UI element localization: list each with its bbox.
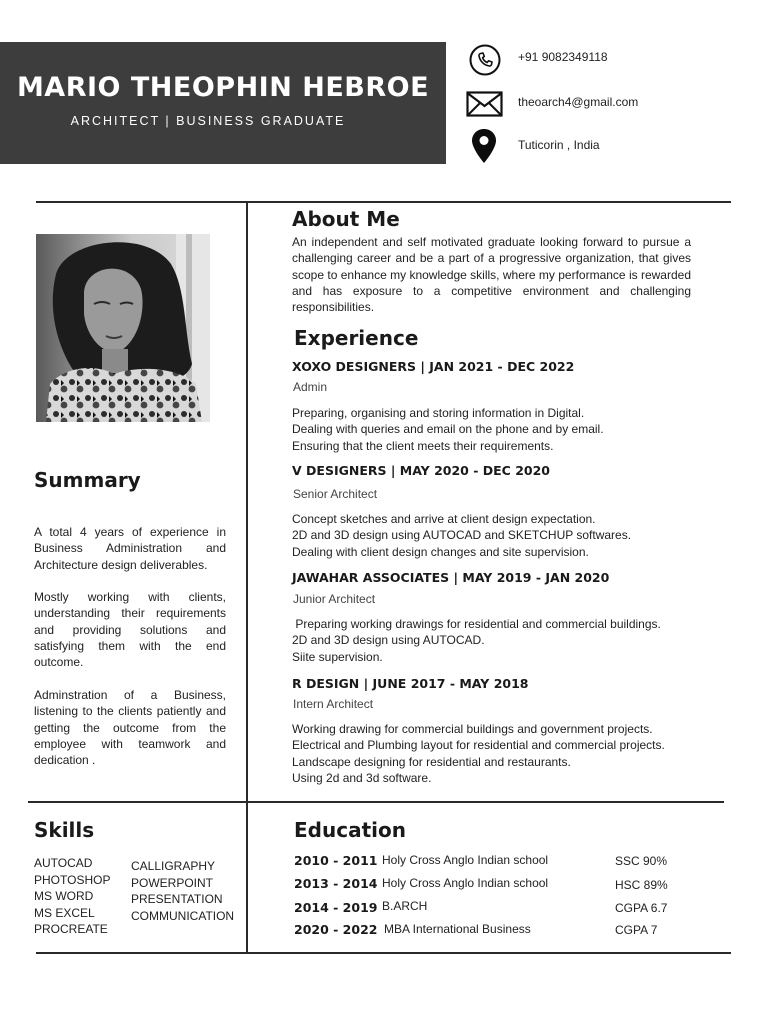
about-text: An independent and self motivated graduate looking forward to pursue a challenging career and be a part of a progressive organization, that gives scope to enhance my knowledge skills, where my performance is rewarded and has exposure to a competitive environment and challenging responsibilities. [292, 235, 691, 315]
education-years: 2013 - 2014 [294, 876, 378, 891]
education-years: 2010 - 2011 [294, 853, 378, 868]
job-title: JAWAHAR ASSOCIATES | MAY 2019 - JAN 2020 [292, 570, 610, 585]
column-divider-bottom [246, 802, 248, 953]
duty-line: Concept sketches and arrive at client design expectation. [292, 512, 596, 526]
skill-item: PHOTOSHOP [34, 872, 111, 887]
location-pin-icon [470, 128, 498, 164]
education-grade: CGPA 6.7 [615, 901, 668, 915]
duty-line: 2D and 3D design using AUTOCAD. [292, 633, 485, 648]
about-title: About Me [292, 207, 400, 231]
top-divider [36, 201, 731, 203]
skill-item: CALLIGRAPHY [131, 859, 216, 873]
education-row [294, 922, 714, 942]
duty-line: Preparing working drawings for residential and commercial buildings. [292, 617, 661, 631]
duty-line: Ensuring that the client meets their requirements. [292, 438, 554, 453]
summary-paragraph: A total 4 years of experience in Business Administration and Architecture design deliverables. [34, 525, 226, 572]
skill-item: AUTOCAD [34, 856, 93, 870]
skill-item: MS EXCEL [34, 905, 95, 920]
skill-item: PROCREATE [34, 922, 108, 936]
education-grade: HSC 89% [615, 878, 668, 892]
phone-number: +91 9082349118 [518, 50, 608, 64]
education-school: Holy Cross Anglo Indian school [382, 853, 549, 867]
education-school: MBA International Business [384, 922, 531, 936]
summary-paragraph: Mostly working with clients, understanding their requirements and providing solutions and satisfying them with the end outcome. [34, 590, 226, 670]
job-role: Admin [293, 380, 328, 394]
job-duties [292, 511, 732, 560]
job-duties [292, 616, 732, 665]
education-row [294, 876, 714, 896]
portrait-image [36, 234, 210, 422]
skills-list-secondary [131, 858, 234, 924]
duty-line: Dealing with client design changes and site supervision. [292, 544, 589, 559]
profile-photo [36, 234, 210, 422]
experience-title: Experience [294, 326, 419, 350]
education-row [294, 853, 714, 873]
skills-list-primary [34, 855, 110, 938]
job-title: V DESIGNERS | MAY 2020 - DEC 2020 [292, 463, 550, 478]
column-divider-top [246, 202, 248, 802]
location-text: Tuticorin , India [518, 138, 600, 152]
skill-item: PRESENTATION [131, 892, 223, 906]
skills-title: Skills [34, 818, 95, 842]
job-role: Senior Architect [293, 487, 378, 501]
duty-line: Electrical and Plumbing layout for residential and commercial projects. [292, 738, 665, 753]
summary-title: Summary [34, 468, 141, 492]
duty-line: Preparing, organising and storing information in Digital. [292, 406, 585, 420]
duty-line: Using 2d and 3d software. [292, 770, 432, 785]
candidate-name: MARIO THEOPHIN HEBROE [16, 72, 430, 103]
middle-divider [28, 801, 724, 803]
job-title: R DESIGN | JUNE 2017 - MAY 2018 [292, 676, 529, 691]
duty-line: 2D and 3D design using AUTOCAD and SKETCHUP softwares. [292, 528, 632, 543]
duty-line: Dealing with queries and email on the phone and by email. [292, 422, 604, 437]
duty-line: Working drawing for commercial buildings and government projects. [292, 722, 653, 736]
summary-paragraph: Adminstration of a Business, listening to the clients patiently and getting the outcome from the employee with teamwork and dedication . [34, 688, 226, 768]
education-school: B.ARCH [382, 899, 428, 913]
skill-item: COMMUNICATION [131, 908, 235, 923]
job-role: Junior Architect [293, 592, 376, 606]
header-banner [0, 42, 446, 164]
skill-item: POWERPOINT [131, 875, 214, 890]
education-school: Holy Cross Anglo Indian school [382, 876, 549, 890]
education-grade: CGPA 7 [615, 923, 658, 937]
email-address: theoarch4@gmail.com [518, 95, 639, 109]
education-title: Education [294, 818, 406, 842]
job-role: Intern Architect [293, 697, 374, 711]
education-years: 2014 - 2019 [294, 900, 378, 915]
duty-line: Landscape designing for residential and restaurants. [292, 754, 571, 769]
duty-line: Siite supervision. [292, 649, 383, 664]
phone-icon [469, 44, 501, 76]
job-title: XOXO DESIGNERS | JAN 2021 - DEC 2022 [292, 359, 575, 374]
bottom-divider [36, 952, 731, 954]
skill-item: MS WORD [34, 889, 94, 903]
education-years: 2020 - 2022 [294, 922, 378, 937]
job-duties [292, 721, 732, 786]
candidate-subtitle: ARCHITECT | BUSINESS GRADUATE [70, 114, 346, 128]
job-duties [292, 405, 732, 454]
education-grade: SSC 90% [615, 854, 668, 868]
mail-icon [466, 91, 503, 117]
education-row [294, 900, 714, 920]
